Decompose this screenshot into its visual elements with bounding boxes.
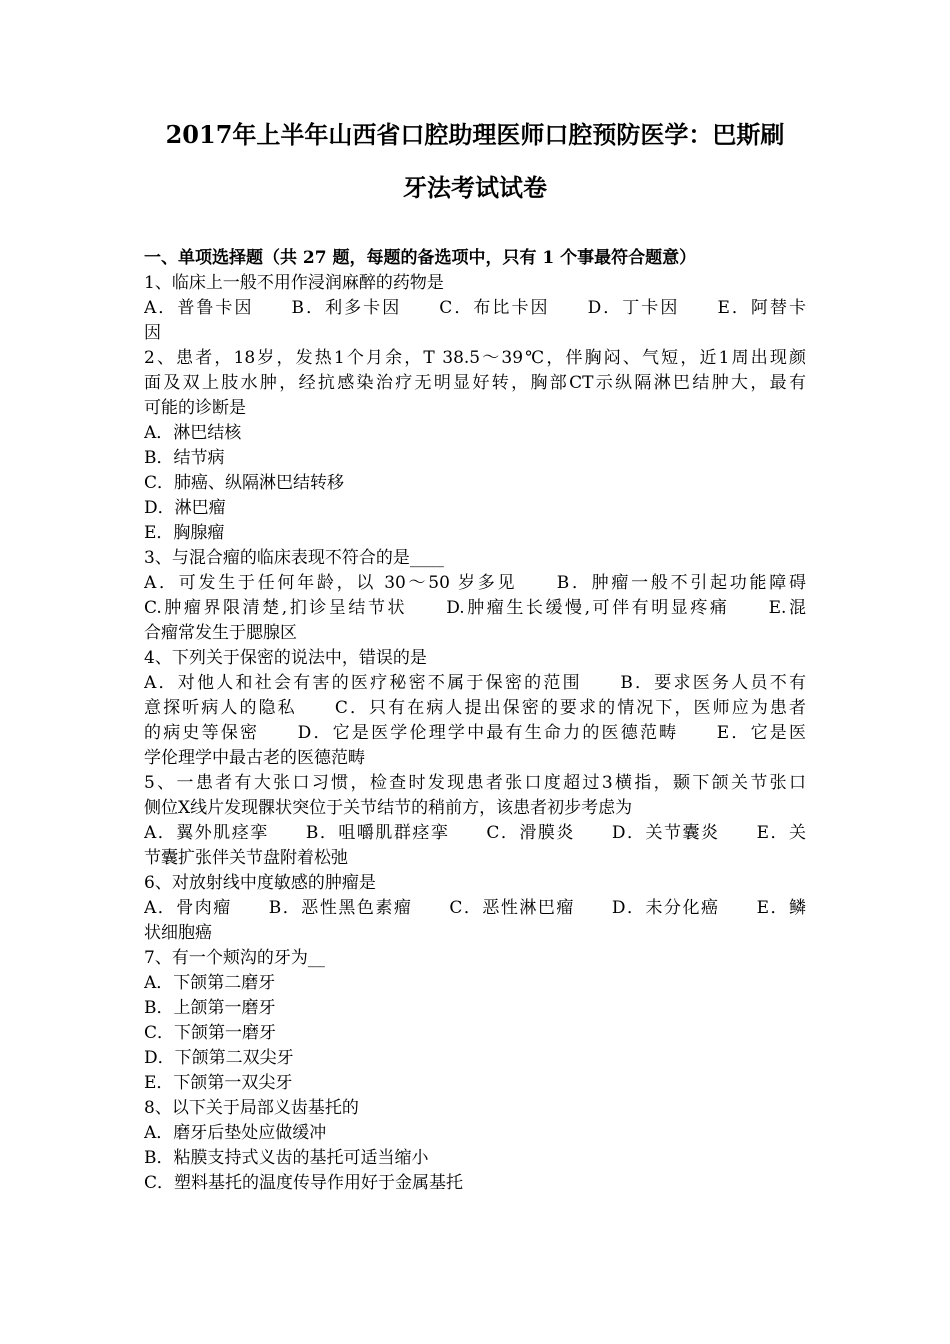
text-line: A．磨牙后垫处应做缓冲 bbox=[144, 1123, 327, 1143]
text-line: E．胸腺瘤 bbox=[144, 523, 225, 543]
text-line: B．结节病 bbox=[144, 448, 225, 468]
text-line: C.肿瘤界限清楚,扪诊呈结节状 D.肿瘤生长缓慢,可伴有明显疼痛 E.混 bbox=[144, 598, 806, 618]
text-line: E．下颌第一双尖牙 bbox=[144, 1073, 293, 1093]
section-heading: 一、单项选择题（共 27 题，每题的备选项中，只有 1 个事最符合题意） bbox=[144, 248, 697, 268]
text-line: 面及双上肢水肿，经抗感染治疗无明显好转，胸部CT示纵隔淋巴结肿大，最有 bbox=[144, 373, 806, 393]
text-line: 6、对放射线中度敏感的肿瘤是 bbox=[144, 873, 376, 893]
text-line: D．下颌第二双尖牙 bbox=[144, 1048, 294, 1068]
text-line: 意探听病人的隐私 C．只有在病人提出保密的要求的情况下，医师应为患者 bbox=[144, 698, 806, 718]
text-line: B．上颌第一磨牙 bbox=[144, 998, 276, 1018]
document-title-line-2: 牙法考试试卷 bbox=[403, 173, 547, 202]
text-line: 7、有一个颊沟的牙为__ bbox=[144, 948, 325, 968]
text-line: A．普鲁卡因 B．利多卡因 C．布比卡因 D．丁卡因 E．阿替卡 bbox=[144, 298, 806, 318]
text-line: A．可发生于任何年龄，以 30～50 岁多见 B．肿瘤一般不引起功能障碍 bbox=[144, 573, 806, 593]
exam-content bbox=[144, 246, 806, 1196]
text-line: B．粘膜支持式义齿的基托可适当缩小 bbox=[144, 1148, 429, 1168]
text-line: A．对他人和社会有害的医疗秘密不属于保密的范围 B．要求医务人员不有 bbox=[144, 673, 806, 693]
text-line: A．淋巴结核 bbox=[144, 423, 242, 443]
text-line: 4、下列关于保密的说法中，错误的是 bbox=[144, 648, 427, 668]
text-line: D．淋巴瘤 bbox=[144, 498, 226, 518]
text-line: A．翼外肌痉挛 B．咀嚼肌群痉挛 C．滑膜炎 D．关节囊炎 E．关 bbox=[144, 823, 806, 843]
text-line: 合瘤常发生于腮腺区 bbox=[144, 623, 297, 643]
text-line: 2、患者，18岁，发热1个月余，T 38.5～39℃，伴胸闷、气短，近1周出现颜 bbox=[144, 348, 806, 368]
text-line: 8、以下关于局部义齿基托的 bbox=[144, 1098, 359, 1118]
text-line: 学伦理学中最古老的医德范畴 bbox=[144, 748, 365, 768]
document-title-line-1: 2017年上半年山西省口腔助理医师口腔预防医学：巴斯刷 bbox=[165, 120, 785, 149]
text-line: 1、临床上一般不用作浸润麻醉的药物是 bbox=[144, 273, 444, 293]
text-line: C．下颌第一磨牙 bbox=[144, 1023, 277, 1043]
text-line: 因 bbox=[144, 323, 161, 343]
text-line: A．骨肉瘤 B．恶性黑色素瘤 C．恶性淋巴瘤 D．未分化癌 E．鳞 bbox=[144, 898, 806, 918]
text-line: C．塑料基托的温度传导作用好于金属基托 bbox=[144, 1173, 464, 1193]
text-line: A．下颌第二磨牙 bbox=[144, 973, 276, 993]
text-line: 侧位X线片发现髁状突位于关节结节的稍前方，该患者初步考虑为 bbox=[144, 798, 633, 818]
text-line: 3、与混合瘤的临床表现不符合的是____ bbox=[144, 548, 444, 568]
text-line: 可能的诊断是 bbox=[144, 398, 246, 418]
text-line: C．肺癌、纵隔淋巴结转移 bbox=[144, 473, 345, 493]
text-line: 5、一患者有大张口习惯，检查时发现患者张口度超过3横指，颞下颌关节张口 bbox=[144, 773, 806, 793]
text-line: 状细胞癌 bbox=[144, 923, 212, 943]
text-line: 的病史等保密 D．它是医学伦理学中最有生命力的医德范畴 E．它是医 bbox=[144, 723, 806, 743]
text-line: 节囊扩张伴关节盘附着松弛 bbox=[144, 848, 348, 868]
